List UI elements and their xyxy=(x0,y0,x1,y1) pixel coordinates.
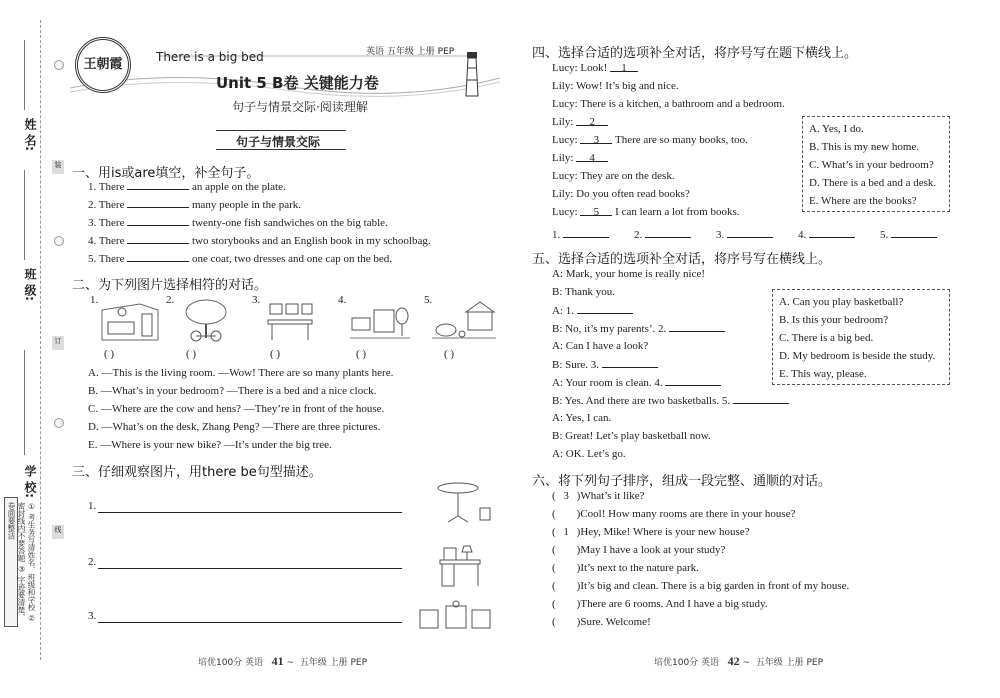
margin-tag: 装 xyxy=(52,160,64,174)
answer-blank[interactable] xyxy=(645,228,691,238)
s5-options-box xyxy=(772,289,950,385)
ordering-item: ( )May I have a look at your study? xyxy=(552,544,726,556)
dialogue-line: B: Yes. And there are two basketballs. 5. xyxy=(552,394,789,407)
s1-item: 1. There an apple on the plate. xyxy=(88,181,286,193)
unit-title: Unit 5 B卷 关键能力卷 xyxy=(216,74,379,92)
answer-blank[interactable]: 1 xyxy=(610,62,638,72)
picture-number: 1. xyxy=(90,294,99,306)
s4-option: C. What’s in your bedroom? xyxy=(809,159,934,171)
dialogue-line: A: 1. xyxy=(552,304,633,317)
answer-paren[interactable]: ( ) xyxy=(356,348,367,360)
dialogue-line: Lucy: There is a kitchen, a bathroom and a bedroom. xyxy=(552,98,785,110)
farm-house-picture xyxy=(432,298,496,342)
margin-tag: 线 xyxy=(52,525,64,539)
s3-number: 3. xyxy=(88,610,97,622)
notice-text: ① 考生务写清姓名、班级和学校 ② 密封线内不要答题 ③ 字迹要清楚，卷面要整洁 xyxy=(7,502,36,623)
footer-brand: 培优100分 英语 xyxy=(198,658,264,668)
living-room-picture xyxy=(348,300,412,342)
desk-lamp-picture xyxy=(434,540,494,588)
answer-paren[interactable]: ( ) xyxy=(104,348,115,360)
dialogue-line: Lucy: 3 There are so many books, too. xyxy=(552,134,748,146)
picture-number: 2. xyxy=(166,294,175,306)
writing-line[interactable] xyxy=(98,568,402,569)
s4-option: A. Yes, I do. xyxy=(809,123,864,135)
s4-options-box xyxy=(802,116,950,212)
section-6-heading: 六、将下列句子排序，组成一段完整、通顺的对话。 xyxy=(532,474,832,489)
answer-blank[interactable] xyxy=(602,358,658,368)
s3-number: 1. xyxy=(88,500,97,512)
page-number: 41 xyxy=(271,654,284,668)
s4-option: D. There is a bed and a desk. xyxy=(809,177,937,189)
school-label: 学 校: xyxy=(23,465,37,498)
binding-hole xyxy=(54,236,64,246)
lighthouse-icon xyxy=(462,48,482,98)
s2-option: B. —What’s in your bedroom? —There is a bed and a nice clock. xyxy=(88,385,377,397)
binding-line xyxy=(40,20,41,660)
name-blank[interactable] xyxy=(24,40,25,110)
s4-answer-number: 2. xyxy=(634,228,691,241)
dialogue-line: Lily: Wow! It’s big and nice. xyxy=(552,80,679,92)
writing-line[interactable] xyxy=(98,622,402,623)
book-meta: 英语 五年级 上册 PEP xyxy=(366,47,455,57)
unit-subtitle: 句子与情景交际·阅读理解 xyxy=(232,100,368,114)
footer-right: 培优100分 英语 42 ~ 五年级 上册 PEP xyxy=(654,654,824,668)
answer-paren[interactable]: ( ) xyxy=(186,348,197,360)
dialogue-line: B: Sure. 3. xyxy=(552,358,658,371)
dialogue-line: Lucy: 5 I can learn a lot from books. xyxy=(552,206,740,218)
section-1-heading: 一、用is或are填空，补全句子。 xyxy=(72,166,260,181)
answer-blank[interactable] xyxy=(127,198,189,208)
name-label: 姓 名: xyxy=(23,118,37,151)
margin-tag: 订 xyxy=(52,336,64,350)
section-4-heading: 四、选择合适的选项补全对话，将序号写在题下横线上。 xyxy=(532,46,858,61)
s5-option: B. Is this your bedroom? xyxy=(779,314,889,326)
ordering-item: ( )It’s big and clean. There is a big garden in front of my house. xyxy=(552,580,850,592)
answer-blank[interactable]: 5 xyxy=(580,206,612,216)
class-blank[interactable] xyxy=(24,170,25,260)
desk-pictures-picture xyxy=(264,300,316,342)
s1-item: 2. There many people in the park. xyxy=(88,199,302,211)
s4-answer-number: 4. xyxy=(798,228,855,241)
section-3-heading: 三、仔细观察图片，用there be句型描述。 xyxy=(72,465,322,480)
bike-tree-picture xyxy=(178,298,234,344)
page-number: 42 xyxy=(727,654,740,668)
dialogue-line: A: OK. Let’s go. xyxy=(552,448,626,460)
school-blank[interactable] xyxy=(24,350,25,455)
dialogue-line: A: Can I have a look? xyxy=(552,340,649,352)
picture-number: 4. xyxy=(338,294,347,306)
answer-blank[interactable] xyxy=(891,228,937,238)
picture-number: 5. xyxy=(424,294,433,306)
answer-blank[interactable] xyxy=(665,376,721,386)
s5-option: C. There is a big bed. xyxy=(779,332,874,344)
s3-number: 2. xyxy=(88,556,97,568)
answer-blank[interactable] xyxy=(563,228,609,238)
ordering-item: ( 1 )Hey, Mike! Where is your new house? xyxy=(552,526,750,538)
footer-brand: 培优100分 英语 xyxy=(654,658,720,668)
s4-answer-number: 5. xyxy=(880,228,937,241)
s2-option: C. —Where are the cow and hens? —They’re in front of the house. xyxy=(88,403,385,415)
answer-blank[interactable] xyxy=(127,234,189,244)
ordering-item: ( )Cool! How many rooms are there in your house? xyxy=(552,508,796,520)
dialogue-line: Lily: Do you often read books? xyxy=(552,188,690,200)
writing-line[interactable] xyxy=(98,512,402,513)
dialogue-line: Lucy: They are on the desk. xyxy=(552,170,675,182)
answer-blank[interactable] xyxy=(809,228,855,238)
dialogue-line: A: Mark, your home is really nice! xyxy=(552,268,706,280)
ordering-item: ( )There are 6 rooms. And I have a big study. xyxy=(552,598,768,610)
s4-answer-number: 1. xyxy=(552,228,609,241)
dialogue-line: B: Great! Let’s play basketball now. xyxy=(552,430,711,442)
ordering-item: ( )It’s next to the nature park. xyxy=(552,562,699,574)
answer-blank[interactable] xyxy=(669,322,725,332)
binding-hole xyxy=(54,60,64,70)
answer-paren[interactable]: ( ) xyxy=(444,348,455,360)
s5-option: E. This way, please. xyxy=(779,368,867,380)
s4-answer-number: 3. xyxy=(716,228,773,241)
dialogue-line: Lucy: Look! 1 xyxy=(552,62,638,74)
s5-option: A. Can you play basketball? xyxy=(779,296,904,308)
section-2-heading: 二、为下列图片选择相符的对话。 xyxy=(72,278,268,293)
picture-number: 3. xyxy=(252,294,261,306)
answer-blank[interactable] xyxy=(733,394,789,404)
s2-option: A. —This is the living room. —Wow! There are so many plants here. xyxy=(88,367,394,379)
ordering-item: ( 3 )What’s it like? xyxy=(552,490,645,502)
publisher-logo xyxy=(75,37,131,93)
answer-blank[interactable] xyxy=(727,228,773,238)
dialogue-line: Lily: 2 xyxy=(552,116,608,128)
dialogue-line: Lily: 4 xyxy=(552,152,608,164)
answer-blank[interactable] xyxy=(127,180,189,190)
answer-blank[interactable] xyxy=(127,216,189,226)
class-label: 班 级: xyxy=(23,268,37,301)
dialogue-line: B: Thank you. xyxy=(552,286,616,298)
s4-option: B. This is my new home. xyxy=(809,141,920,153)
footer-meta: 五年级 上册 PEP xyxy=(299,658,368,668)
s1-item: 3. There twenty-one fish sandwiches on the big table. xyxy=(88,217,388,229)
boxes-picture xyxy=(418,600,494,630)
order-mark[interactable]: 3 xyxy=(563,490,569,502)
s2-option: E. —Where is your new bike? —It’s under the big tree. xyxy=(88,439,332,451)
answer-blank[interactable] xyxy=(577,304,633,314)
ordering-item: ( )Sure. Welcome! xyxy=(552,616,651,628)
section-5-heading: 五、选择合适的选项补全对话，将序号写在横线上。 xyxy=(532,252,832,267)
logo-text: 王朝霞 xyxy=(83,57,123,72)
dialogue-line: B: No, it’s my parents’. 2. xyxy=(552,322,725,335)
footer-meta: 五年级 上册 PEP xyxy=(755,658,824,668)
s1-item: 5. There one coat, two dresses and one cap on the bed. xyxy=(88,253,393,265)
answer-blank[interactable]: 2 xyxy=(576,116,608,126)
answer-blank[interactable] xyxy=(127,252,189,262)
dialogue-line: A: Your room is clean. 4. xyxy=(552,376,721,389)
s1-item: 4. There two storybooks and an English book in my schoolbag. xyxy=(88,235,431,247)
answer-paren[interactable]: ( ) xyxy=(270,348,281,360)
dialogue-line: A: Yes, I can. xyxy=(552,412,612,424)
order-mark[interactable]: 1 xyxy=(563,526,569,538)
binding-hole xyxy=(54,418,64,428)
answer-blank[interactable]: 3 xyxy=(580,134,612,144)
footer-left: 培优100分 英语 41 ~ 五年级 上册 PEP xyxy=(198,654,368,668)
bedroom-picture xyxy=(100,300,160,342)
round-table-picture xyxy=(434,480,494,524)
s5-option: D. My bedroom is beside the study. xyxy=(779,350,936,362)
answer-blank[interactable]: 4 xyxy=(576,152,608,162)
unit-topic: There is a big bed xyxy=(156,50,264,64)
s4-option: E. Where are the books? xyxy=(809,195,917,207)
s2-option: D. —What’s on the desk, Zhang Peng? —There are three pictures. xyxy=(88,421,381,433)
section-banner: 句子与情景交际 xyxy=(236,135,321,149)
